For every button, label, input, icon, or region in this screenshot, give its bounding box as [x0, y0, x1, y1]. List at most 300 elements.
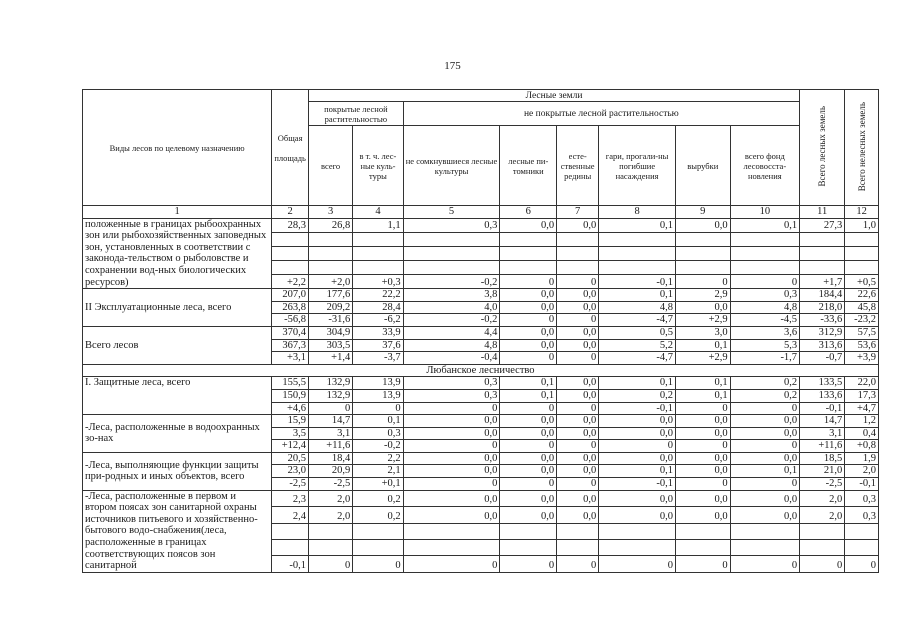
column-number: 3	[309, 206, 353, 219]
table-row	[83, 415, 879, 428]
table-cell: 0,0	[557, 427, 599, 440]
header-incl-cultures: в т. ч. лес-ные куль-туры	[353, 126, 403, 206]
table-row	[83, 326, 879, 339]
table-cell: 2,9	[675, 289, 730, 302]
row-label: I. Защитные леса, всего	[83, 377, 272, 415]
table-cell: 0,1	[675, 339, 730, 352]
table-cell: 0,0	[599, 507, 676, 523]
table-cell: +2,2	[272, 275, 309, 289]
table-cell: 370,4	[272, 326, 309, 339]
table-cell: 0,1	[730, 465, 799, 478]
table-cell: 18,5	[800, 452, 845, 465]
table-cell: 0,2	[730, 377, 799, 390]
table-cell: -0,1	[800, 402, 845, 415]
section-title: Любанское лесничество	[83, 364, 879, 377]
table-cell: 4,8	[403, 339, 500, 352]
table-cell	[272, 232, 309, 246]
header-burnt: гари, прогали-ны погибшие насаждения	[599, 126, 676, 206]
table-cell: 0,3	[845, 490, 879, 506]
table-cell: 0,0	[403, 465, 500, 478]
table-cell: 0,0	[599, 452, 676, 465]
header-forest-lands: Лесные земли	[309, 90, 800, 102]
header-covered: покрытые лесной растительностью	[309, 102, 404, 126]
table-cell	[309, 260, 353, 274]
table-cell	[557, 539, 599, 555]
table-cell: 0	[403, 478, 500, 491]
column-number: 1	[83, 206, 272, 219]
table-cell: 133,6	[800, 389, 845, 402]
table-cell	[272, 523, 309, 539]
table-cell: 0,1	[353, 415, 403, 428]
table-cell: 3,5	[272, 427, 309, 440]
table-cell: 2,2	[353, 452, 403, 465]
table-cell	[557, 523, 599, 539]
header-natural-gaps: есте-ственные редины	[557, 126, 599, 206]
table-cell: 20,9	[309, 465, 353, 478]
table-cell: 0,0	[730, 415, 799, 428]
section-row	[83, 364, 879, 377]
table-cell: 184,4	[800, 289, 845, 302]
table-cell	[599, 260, 676, 274]
table-cell: +1,7	[800, 275, 845, 289]
table-cell: 155,5	[272, 377, 309, 390]
table-cell: 0,0	[675, 301, 730, 314]
table-cell: 0,0	[557, 301, 599, 314]
table-cell	[599, 246, 676, 260]
table-cell	[800, 523, 845, 539]
table-cell: +4,6	[272, 402, 309, 415]
table-cell: +1,4	[309, 352, 353, 365]
table-cell	[557, 246, 599, 260]
table-cell: 0,0	[557, 377, 599, 390]
table-row	[83, 490, 879, 506]
table-cell	[675, 246, 730, 260]
table-row	[83, 289, 879, 302]
table-cell: +0,5	[845, 275, 879, 289]
table-cell	[500, 246, 557, 260]
table-cell	[675, 260, 730, 274]
table-cell: 4,8	[599, 301, 676, 314]
table-cell: 0,1	[730, 218, 799, 232]
table-cell: 0,0	[599, 490, 676, 506]
table-cell: 0,0	[599, 427, 676, 440]
table-cell: 3,1	[309, 427, 353, 440]
table-cell: 367,3	[272, 339, 309, 352]
table-cell	[845, 232, 879, 246]
table-cell	[353, 260, 403, 274]
header-nurseries: лесные пи-томники	[500, 126, 557, 206]
table-cell	[675, 232, 730, 246]
table-cell: 0	[500, 402, 557, 415]
table-cell: 0,0	[557, 465, 599, 478]
table-cell: 2,0	[800, 507, 845, 523]
table-cell: +2,9	[675, 314, 730, 327]
table-cell: 2,0	[800, 490, 845, 506]
table-cell	[675, 523, 730, 539]
table-cell: 28,3	[272, 218, 309, 232]
table-cell: 0,0	[500, 301, 557, 314]
table-cell: 0,1	[599, 377, 676, 390]
table-cell: 0,0	[403, 452, 500, 465]
table-cell	[730, 232, 799, 246]
table-cell: 218,0	[800, 301, 845, 314]
table-cell: 0,0	[557, 339, 599, 352]
column-number: 12	[845, 206, 879, 219]
table-cell: 0,0	[557, 289, 599, 302]
table-cell: 4,0	[403, 301, 500, 314]
table-cell: 1,9	[845, 452, 879, 465]
table-cell: 27,3	[800, 218, 845, 232]
table-cell	[309, 523, 353, 539]
table-cell: -0,2	[353, 440, 403, 453]
table-cell: 33,9	[353, 326, 403, 339]
column-number: 5	[403, 206, 500, 219]
table-cell: +12,4	[272, 440, 309, 453]
column-number-row	[83, 206, 879, 219]
column-number: 2	[272, 206, 309, 219]
table-cell: 0	[845, 556, 879, 572]
header-reforest-fund: всего фонд лесовосста-новления	[730, 126, 799, 206]
table-cell: -0,7	[800, 352, 845, 365]
table-cell: 0,0	[500, 490, 557, 506]
table-cell: -6,2	[353, 314, 403, 327]
table-cell	[272, 539, 309, 555]
table-cell: 0,1	[675, 389, 730, 402]
table-cell: 0,3	[403, 377, 500, 390]
table-cell: 0	[599, 440, 676, 453]
column-number: 7	[557, 206, 599, 219]
table-cell: 0	[500, 478, 557, 491]
table-cell: 0	[309, 556, 353, 572]
table-cell: 14,7	[309, 415, 353, 428]
table-cell: 0	[557, 478, 599, 491]
table-cell: 0,4	[845, 427, 879, 440]
table-cell	[557, 260, 599, 274]
table-cell: 0	[500, 275, 557, 289]
table-cell: 0	[730, 402, 799, 415]
table-cell: 0,0	[557, 218, 599, 232]
table-cell: 4,4	[403, 326, 500, 339]
table-cell: 18,4	[309, 452, 353, 465]
table-cell: 0	[730, 478, 799, 491]
table-cell: 3,6	[730, 326, 799, 339]
table-cell: 0,0	[675, 452, 730, 465]
table-cell: 0,0	[675, 465, 730, 478]
table-cell	[500, 260, 557, 274]
table-cell: 0	[500, 556, 557, 572]
table-cell: 0	[557, 440, 599, 453]
table-cell: -0,1	[599, 275, 676, 289]
table-cell: 0,1	[599, 465, 676, 478]
table-cell: 26,8	[309, 218, 353, 232]
table-cell: 0,1	[500, 389, 557, 402]
table-cell: -3,7	[353, 352, 403, 365]
table-body	[83, 218, 879, 572]
row-label: -Леса, расположенные в первом и втором поясах зон санитарной охраны источников питьевого и хозяйственно-бытового водо-снабжения(леса, расположенные в границах соответствующих поясов зон санитарной	[83, 490, 272, 572]
table-cell: -0,1	[599, 478, 676, 491]
table-cell: 303,5	[309, 339, 353, 352]
table-cell	[272, 246, 309, 260]
table-cell: 0,0	[403, 507, 500, 523]
table-cell: 0,2	[353, 507, 403, 523]
table-cell: 0,0	[500, 339, 557, 352]
table-cell: +2,0	[309, 275, 353, 289]
table-cell: 0	[309, 402, 353, 415]
table-cell	[500, 232, 557, 246]
table-cell: 0,1	[500, 377, 557, 390]
table-cell: 0,0	[500, 452, 557, 465]
table-cell: 0,0	[557, 452, 599, 465]
table-cell: 45,8	[845, 301, 879, 314]
table-cell: 0	[675, 440, 730, 453]
column-number: 8	[599, 206, 676, 219]
table-cell: 0,2	[730, 389, 799, 402]
header-total: всего	[309, 126, 353, 206]
table-cell: 0	[800, 556, 845, 572]
table-cell	[403, 523, 500, 539]
table-cell: -33,6	[800, 314, 845, 327]
table-cell: 3,1	[800, 427, 845, 440]
table-cell: 0	[557, 352, 599, 365]
table-cell: +4,7	[845, 402, 879, 415]
table-cell: 0,2	[599, 389, 676, 402]
table-cell: 20,5	[272, 452, 309, 465]
table-cell	[675, 539, 730, 555]
table-cell: 0,1	[675, 377, 730, 390]
table-cell: -2,5	[309, 478, 353, 491]
column-number: 9	[675, 206, 730, 219]
table-cell: -0,1	[845, 478, 879, 491]
header-total-area: Общая площадь	[272, 90, 309, 206]
table-cell: -4,7	[599, 352, 676, 365]
table-cell: +3,9	[845, 352, 879, 365]
table-cell: -2,5	[800, 478, 845, 491]
table-cell: 0,0	[675, 490, 730, 506]
column-number: 10	[730, 206, 799, 219]
table-cell	[845, 246, 879, 260]
table-cell: 0,0	[675, 218, 730, 232]
row-label: положенные в границах рыбоохранных зон или рыбохозяйственных заповедных зон, установленных в соответствии с законода-тельством о рыболовстве и сохранении вод-ных биологических ресурсов)	[83, 218, 272, 289]
table-cell: 0,0	[557, 507, 599, 523]
table-cell: -23,2	[845, 314, 879, 327]
table-cell: 207,0	[272, 289, 309, 302]
table-cell: 17,3	[845, 389, 879, 402]
table-cell	[353, 539, 403, 555]
table-cell: 0	[403, 556, 500, 572]
table-cell: +11,6	[309, 440, 353, 453]
table-cell: 5,2	[599, 339, 676, 352]
table-cell	[730, 539, 799, 555]
table-cell: 0	[730, 556, 799, 572]
table-cell: 0,0	[557, 490, 599, 506]
table-cell: 0,0	[403, 427, 500, 440]
table-cell: -1,7	[730, 352, 799, 365]
table-row	[83, 377, 879, 390]
table-cell: -56,8	[272, 314, 309, 327]
table-cell	[353, 246, 403, 260]
table-cell: 57,5	[845, 326, 879, 339]
table-cell: 14,7	[800, 415, 845, 428]
table-cell	[500, 539, 557, 555]
table-cell: 28,4	[353, 301, 403, 314]
table-cell: 23,0	[272, 465, 309, 478]
table-cell	[403, 232, 500, 246]
table-cell: 1,2	[845, 415, 879, 428]
table-cell: -0,2	[403, 275, 500, 289]
table-cell: -0,1	[599, 402, 676, 415]
table-cell: 2,0	[309, 507, 353, 523]
table-cell: 0,0	[730, 452, 799, 465]
table-cell: 150,9	[272, 389, 309, 402]
table-cell	[845, 523, 879, 539]
header-types: Виды лесов по целевому назначению	[83, 90, 272, 206]
table-cell: 0	[557, 275, 599, 289]
table-cell: 2,3	[272, 490, 309, 506]
table-cell: 0	[557, 402, 599, 415]
table-cell: 0,0	[500, 427, 557, 440]
table-cell: +0,3	[353, 275, 403, 289]
table-cell: 0,0	[557, 389, 599, 402]
table-cell	[800, 246, 845, 260]
table-cell	[800, 260, 845, 274]
table-cell: 13,9	[353, 377, 403, 390]
header-clearings: вырубки	[675, 126, 730, 206]
table-cell: 0,5	[599, 326, 676, 339]
forest-area-table	[82, 89, 879, 573]
table-cell: 0	[353, 556, 403, 572]
row-label: Всего лесов	[83, 326, 272, 364]
table-cell: 0	[500, 314, 557, 327]
table-cell	[599, 539, 676, 555]
table-cell: 3,0	[675, 326, 730, 339]
table-cell: 1,0	[845, 218, 879, 232]
table-cell	[500, 523, 557, 539]
table-cell: -2,5	[272, 478, 309, 491]
header-not-covered: не покрытые лесной растительностью	[403, 102, 799, 126]
header-total-forest: Всего лесных земель	[800, 90, 845, 206]
table-row	[83, 452, 879, 465]
table-cell: 0,0	[500, 326, 557, 339]
table-cell	[599, 523, 676, 539]
table-cell	[557, 232, 599, 246]
column-number: 11	[800, 206, 845, 219]
table-cell: 0,0	[403, 490, 500, 506]
table-cell: 22,2	[353, 289, 403, 302]
column-number: 6	[500, 206, 557, 219]
table-cell: -0,2	[403, 314, 500, 327]
table-cell: 0,3	[845, 507, 879, 523]
table-cell	[403, 246, 500, 260]
table-cell: +0,1	[353, 478, 403, 491]
table-cell: 0	[557, 556, 599, 572]
table-cell: 0	[675, 556, 730, 572]
table-cell: 0	[557, 314, 599, 327]
table-cell: 0,3	[730, 289, 799, 302]
table-cell: 2,0	[845, 465, 879, 478]
header-non-closed: не сомкнувшиеся лесные культуры	[403, 126, 500, 206]
table-cell: 0	[675, 275, 730, 289]
table-cell	[730, 523, 799, 539]
table-cell	[353, 523, 403, 539]
table-cell: 0,0	[500, 465, 557, 478]
table-cell: 0	[730, 440, 799, 453]
table-cell	[309, 246, 353, 260]
table-cell: 313,6	[800, 339, 845, 352]
table-cell: 0,0	[730, 427, 799, 440]
table-cell: 0	[675, 478, 730, 491]
table-cell: 0,3	[403, 218, 500, 232]
table-cell	[800, 539, 845, 555]
table-cell	[800, 232, 845, 246]
row-label: -Леса, расположенные в водоохранных зо-нах	[83, 415, 272, 453]
row-label: -Леса, выполняющие функции защиты при-родных и иных объектов, всего	[83, 452, 272, 490]
table-cell: 22,0	[845, 377, 879, 390]
table-cell: 0	[353, 402, 403, 415]
table-cell: 0	[500, 352, 557, 365]
table-cell: +2,9	[675, 352, 730, 365]
table-cell: 0,0	[675, 507, 730, 523]
table-cell: 0	[500, 440, 557, 453]
table-cell: 0,0	[730, 507, 799, 523]
table-cell: -4,5	[730, 314, 799, 327]
table-cell: 0,0	[500, 289, 557, 302]
table-cell	[845, 260, 879, 274]
table-cell: 0,0	[557, 415, 599, 428]
table-cell	[599, 232, 676, 246]
table-cell: 0,0	[557, 326, 599, 339]
table-cell: +11,6	[800, 440, 845, 453]
table-cell: +3,1	[272, 352, 309, 365]
table-cell	[309, 539, 353, 555]
table-cell: 5,3	[730, 339, 799, 352]
table-cell	[309, 232, 353, 246]
header-total-nonforest: Всего нелесных земель	[845, 90, 879, 206]
table-cell: 0,0	[403, 415, 500, 428]
table-cell: 0,3	[403, 389, 500, 402]
table-cell: 209,2	[309, 301, 353, 314]
table-cell	[353, 232, 403, 246]
table-cell: 0,0	[599, 415, 676, 428]
column-number: 4	[353, 206, 403, 219]
table-cell: 0	[403, 440, 500, 453]
table-cell: -0,1	[272, 556, 309, 572]
table-cell: 0,0	[500, 415, 557, 428]
table-cell: 15,9	[272, 415, 309, 428]
table-cell: 53,6	[845, 339, 879, 352]
table-cell: 0,0	[730, 490, 799, 506]
table-cell: 0	[675, 402, 730, 415]
table-cell: 133,5	[800, 377, 845, 390]
table-cell: 0,0	[500, 218, 557, 232]
table-cell: 22,6	[845, 289, 879, 302]
page-number: 175	[444, 60, 461, 72]
table-cell: 0	[730, 275, 799, 289]
table-cell: 177,6	[309, 289, 353, 302]
table-cell	[730, 260, 799, 274]
table-cell	[272, 260, 309, 274]
table-cell: 312,9	[800, 326, 845, 339]
table-cell: 304,9	[309, 326, 353, 339]
table-cell: 0,3	[353, 427, 403, 440]
table-cell	[403, 260, 500, 274]
table-cell: 37,6	[353, 339, 403, 352]
table-cell: 0,0	[675, 427, 730, 440]
table-cell	[730, 246, 799, 260]
table-cell: 3,8	[403, 289, 500, 302]
table-cell: 132,9	[309, 377, 353, 390]
table-cell: 2,1	[353, 465, 403, 478]
table-cell	[403, 539, 500, 555]
